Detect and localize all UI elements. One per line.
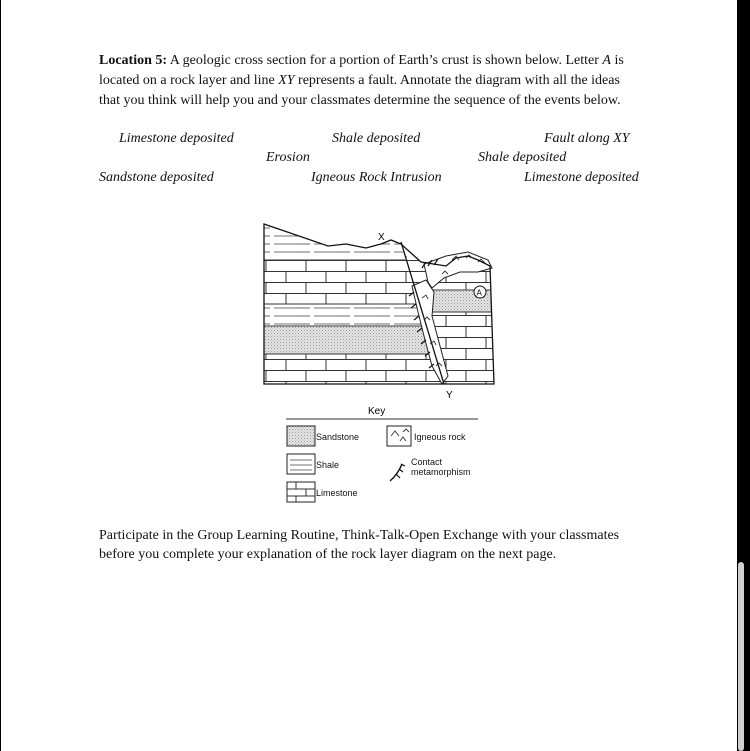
key-title: Key xyxy=(368,406,386,417)
event-fault-along-xy: Fault along XY xyxy=(544,131,630,146)
outro-paragraph xyxy=(99,526,644,564)
event-shale-deposited-2: Shale deposited xyxy=(478,150,567,165)
key-limestone-swatch xyxy=(287,482,315,502)
outro-line-2: before you complete your explanation of the rock layer diagram on the next page. xyxy=(99,547,557,562)
vertical-scrollbar[interactable] xyxy=(738,562,744,751)
event-limestone-deposited-2: Limestone deposited xyxy=(524,170,639,185)
key-limestone-label: Limestone xyxy=(316,488,358,498)
event-limestone-deposited-1: Limestone deposited xyxy=(119,131,234,146)
key-shale-swatch xyxy=(287,454,315,474)
point-y-label: Y xyxy=(446,390,453,401)
point-a-label: A xyxy=(476,288,482,298)
location-label: Location 5: xyxy=(99,53,168,68)
key-sandstone-label: Sandstone xyxy=(316,432,360,442)
event-igneous-rock-intrusion: Igneous Rock Intrusion xyxy=(311,170,442,185)
intro-line-3: that you think will help you and your classmates determine the sequence of the events below. xyxy=(99,93,621,108)
event-erosion: Erosion xyxy=(266,150,310,165)
document-page xyxy=(1,0,737,751)
point-x-label: X xyxy=(378,232,385,243)
key-sandstone-swatch xyxy=(287,426,315,446)
intro-line-2: located on a rock layer and line XY represents a fault. Annotate the diagram with all the ideas xyxy=(99,73,620,88)
key-contact-metamorphism-symbol xyxy=(390,464,402,481)
key-igneous-label: Igneous rock xyxy=(414,432,466,442)
key-contact-label-1: Contact xyxy=(411,457,443,467)
key-shale-label: Shale xyxy=(316,460,340,470)
intro-paragraph xyxy=(99,51,644,111)
outro-line-1: Participate in the Group Learning Routine, Think-Talk-Open Exchange with your classmates xyxy=(99,528,620,543)
key-contact-label-2: metamorphism xyxy=(411,467,471,477)
event-sandstone-deposited: Sandstone deposited xyxy=(99,170,214,185)
intro-line-1: Location 5: A geologic cross section for a portion of Earth’s crust is shown below. Letter A is xyxy=(99,53,624,68)
event-shale-deposited-1: Shale deposited xyxy=(332,131,421,146)
